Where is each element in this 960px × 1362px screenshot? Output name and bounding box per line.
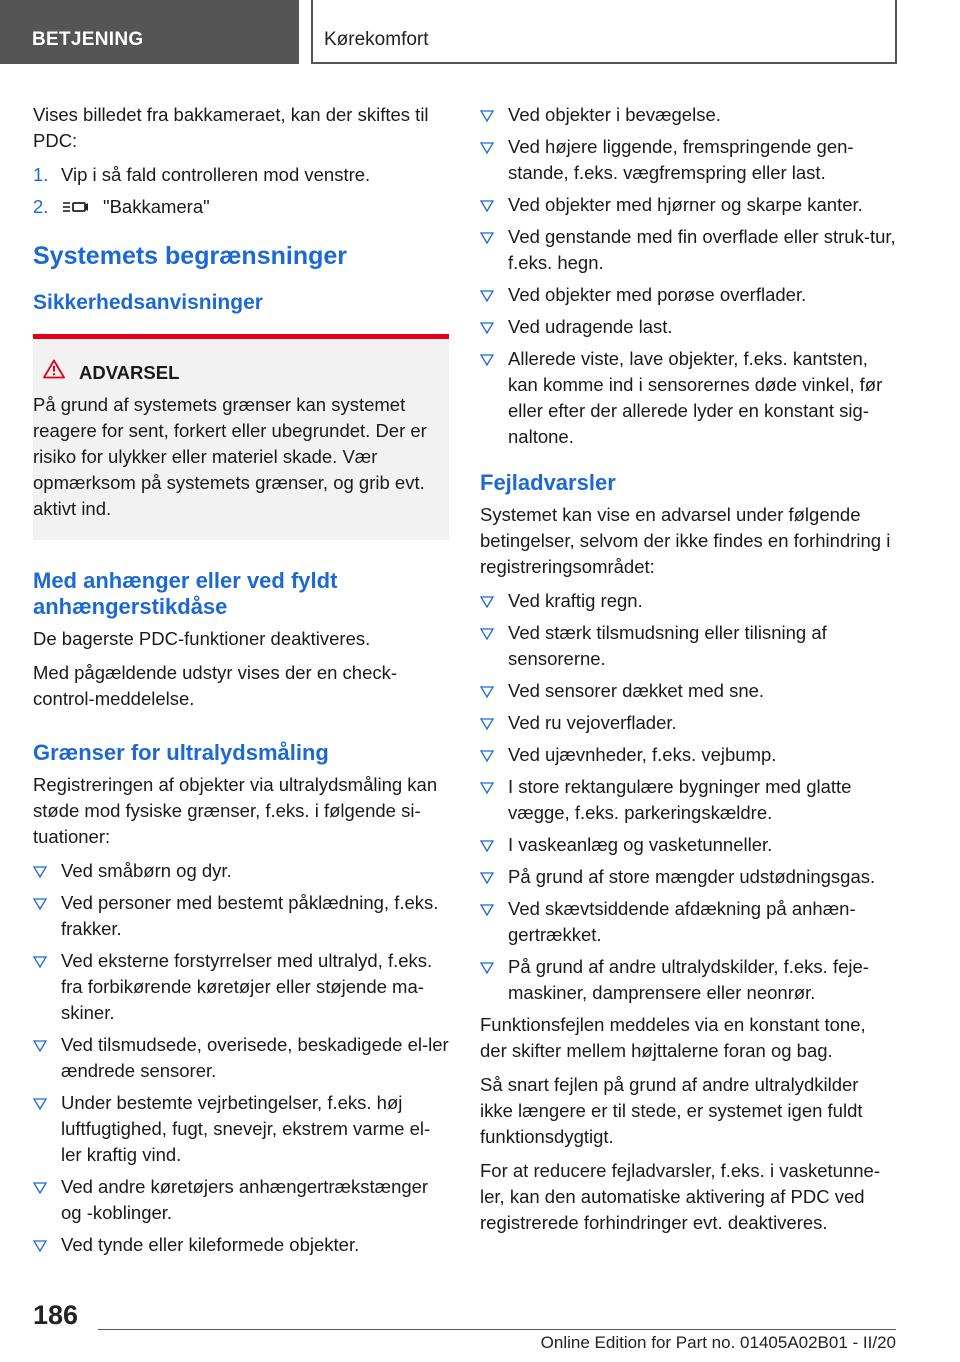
list-item: [480, 620, 896, 672]
limits-intro: Registreringen af objekter via ultralydsmåling kan støde mod fysiske grænser, f.eks. i følgende si-tuationer:: [33, 774, 438, 847]
reversing-camera-icon: [61, 197, 89, 223]
list-item-text: Ved objekter med porøse overflader.: [508, 284, 807, 305]
list-item: [480, 896, 896, 948]
bullet-triangle-icon: [480, 872, 494, 884]
list-item: [480, 864, 896, 890]
steps-list: [33, 162, 449, 223]
bullet-triangle-icon: [33, 956, 47, 968]
bullet-triangle-icon: [480, 354, 494, 366]
list-item: [33, 890, 449, 942]
body-paragraph: Så snart fejlen på grund af andre ultralydkilder ikke længere er til stede, er systemet igen fuldt funktionsdygtigt.: [480, 1074, 863, 1147]
list-item-text: Ved sensorer dækket med sne.: [508, 680, 765, 701]
limits-list-continued: [480, 102, 896, 450]
bullet-triangle-icon: [480, 840, 494, 852]
warning-header: [43, 359, 431, 386]
list-item: [480, 742, 896, 768]
list-item-text: Ved andre køretøjers anhængertrækstænger og -koblinger.: [61, 1176, 429, 1223]
bullet-triangle-icon: [480, 200, 494, 212]
body-paragraph: Funktionsfejlen meddeles via en konstant tone, der skifter mellem højttalerne foran og bag.: [480, 1014, 866, 1061]
bullet-triangle-icon: [480, 142, 494, 154]
bullet-triangle-icon: [33, 866, 47, 878]
bullet-triangle-icon: [33, 1182, 47, 1194]
subsection-heading: Sikkerhedsanvisninger: [33, 291, 263, 314]
list-item: [480, 102, 896, 128]
intro-paragraph: Vises billedet fra bakkameraet, kan der skiftes til PDC:: [33, 104, 429, 151]
list-item: [480, 954, 896, 1006]
trailer-paragraph: De bagerste PDC-funktioner deaktiveres.: [33, 628, 371, 649]
list-item-text: Under bestemte vejrbetingelser, f.eks. høj luftfugtighed, fugt, snevejr, ekstrem varme el-ler kraftig vind.: [61, 1092, 431, 1165]
bullet-triangle-icon: [480, 686, 494, 698]
warning-box: [33, 334, 449, 540]
limits-heading: Grænser for ultralydsmåling: [33, 740, 329, 765]
page-number: 186: [33, 1300, 79, 1330]
list-item-text: Ved personer med bestemt påklædning, f.eks. frakker.: [61, 892, 439, 939]
step-number: 1.: [33, 164, 49, 185]
bullet-triangle-icon: [480, 628, 494, 640]
trailer-paragraph: Med pågældende udstyr vises der en check-control-meddelelse.: [33, 662, 398, 709]
bullet-triangle-icon: [480, 290, 494, 302]
error-list: [480, 588, 896, 1006]
list-item-text: Ved småbørn og dyr.: [61, 860, 232, 881]
list-item: [480, 678, 896, 704]
list-item: [33, 1174, 449, 1226]
bullet-triangle-icon: [480, 232, 494, 244]
list-item: [480, 832, 896, 858]
bullet-triangle-icon: [480, 322, 494, 334]
list-item-text: Ved tynde eller kileformede objekter.: [61, 1234, 360, 1255]
list-item: [480, 134, 896, 186]
left-column: [33, 102, 449, 1264]
list-item-text: Ved objekter med hjørner og skarpe kanter.: [508, 194, 863, 215]
bullet-triangle-icon: [33, 898, 47, 910]
body-paragraph: For at reducere fejladvarsler, f.eks. i vasketunne-ler, kan den automatiske aktivering af PDC ved registrerede forhindringer evt. deaktiveres.: [480, 1160, 880, 1233]
list-item-text: På grund af store mængder udstødningsgas.: [508, 866, 876, 887]
trailer-heading: Med anhænger eller ved fyldt anhængerstikdåse: [33, 568, 338, 619]
error-heading: Fejladvarsler: [480, 470, 616, 495]
section-heading: Systemets begrænsninger: [33, 242, 347, 270]
step-number: 2.: [33, 196, 49, 217]
list-item: [480, 314, 896, 340]
list-item-text: Ved objekter i bevægelse.: [508, 104, 721, 125]
section-tab: [0, 0, 299, 64]
list-item-text: Ved kraftig regn.: [508, 590, 643, 611]
bullet-triangle-icon: [480, 718, 494, 730]
list-item-text: Allerede viste, lave objekter, f.eks. kantsten, kan komme ind i sensorernes døde vinkel, før eller efter der allerede lyder en konstant sig-naltone.: [508, 348, 883, 447]
chapter-tab: [311, 0, 897, 64]
list-item: [480, 282, 896, 308]
list-item-text: Ved genstande med fin overflade eller struk-tur, f.eks. hegn.: [508, 226, 896, 273]
list-item: [33, 1032, 449, 1084]
error-intro: Systemet kan vise en advarsel under følgende betingelser, selvom der ikke findes en forhindring i registreringsområdet:: [480, 504, 891, 577]
list-item-text: Ved udragende last.: [508, 316, 673, 337]
list-item-text: Ved skævtsiddende afdækning på anhæn-gertrækket.: [508, 898, 856, 945]
bullet-triangle-icon: [480, 962, 494, 974]
step-text: Vip i så fald controlleren mod venstre.: [61, 164, 371, 185]
list-item: [33, 948, 449, 1026]
step-text: "Bakkamera": [103, 196, 210, 217]
bullet-triangle-icon: [480, 110, 494, 122]
list-item: [480, 774, 896, 826]
bullet-triangle-icon: [480, 750, 494, 762]
bullet-triangle-icon: [480, 782, 494, 794]
list-item-text: På grund af andre ultralydskilder, f.eks. feje-maskiner, damprensere eller neonrør.: [508, 956, 869, 1003]
list-item-text: Ved ujævnheder, f.eks. vejbump.: [508, 744, 777, 765]
list-item-text: Ved tilsmudsede, overisede, beskadigede el-ler ændrede sensorer.: [61, 1034, 449, 1081]
right-column: [480, 102, 896, 1244]
list-item-text: I store rektangulære bygninger med glatte vægge, f.eks. parkeringskældre.: [508, 776, 852, 823]
bullet-triangle-icon: [33, 1240, 47, 1252]
edition-text: Online Edition for Part no. 01405A02B01 - II/20: [540, 1333, 896, 1352]
list-item-text: Ved stærk tilsmudsning eller tilisning af sensorerne.: [508, 622, 827, 669]
section-title: BETJENING: [32, 29, 144, 50]
list-item-text: Ved eksterne forstyrrelser med ultralyd, f.eks. fra forbikørende køretøjer eller støjende ma-skiner.: [61, 950, 433, 1023]
list-item-text: Ved ru vejoverflader.: [508, 712, 677, 733]
bullet-triangle-icon: [480, 904, 494, 916]
warning-text: På grund af systemets grænser kan systemet reagere for sent, forkert eller ubegrundet. Der er risiko for ulykker eller materiel skade. Vær opmærksom på systemets grænser, og grib evt. aktivt ind.: [33, 394, 427, 519]
list-item: [33, 1232, 449, 1258]
bullet-triangle-icon: [33, 1040, 47, 1052]
list-item-text: Ved højere liggende, fremspringende gen-stande, f.eks. vægfremspring eller last.: [508, 136, 854, 183]
list-item: [480, 224, 896, 276]
bullet-triangle-icon: [33, 1098, 47, 1110]
warning-triangle-icon: [43, 359, 79, 386]
list-item-text: I vaskeanlæg og vasketunneller.: [508, 834, 773, 855]
list-item: [33, 858, 449, 884]
step-item: [33, 162, 449, 188]
bullet-triangle-icon: [480, 596, 494, 608]
limits-list: [33, 858, 449, 1258]
list-item: [33, 1090, 449, 1168]
chapter-title: Kørekomfort: [324, 29, 429, 50]
warning-title: ADVARSEL: [79, 361, 180, 383]
list-item: [480, 192, 896, 218]
list-item: [480, 588, 896, 614]
footer-divider: [98, 1329, 896, 1330]
list-item: [480, 346, 896, 450]
list-item: [480, 710, 896, 736]
step-item: [33, 194, 449, 223]
